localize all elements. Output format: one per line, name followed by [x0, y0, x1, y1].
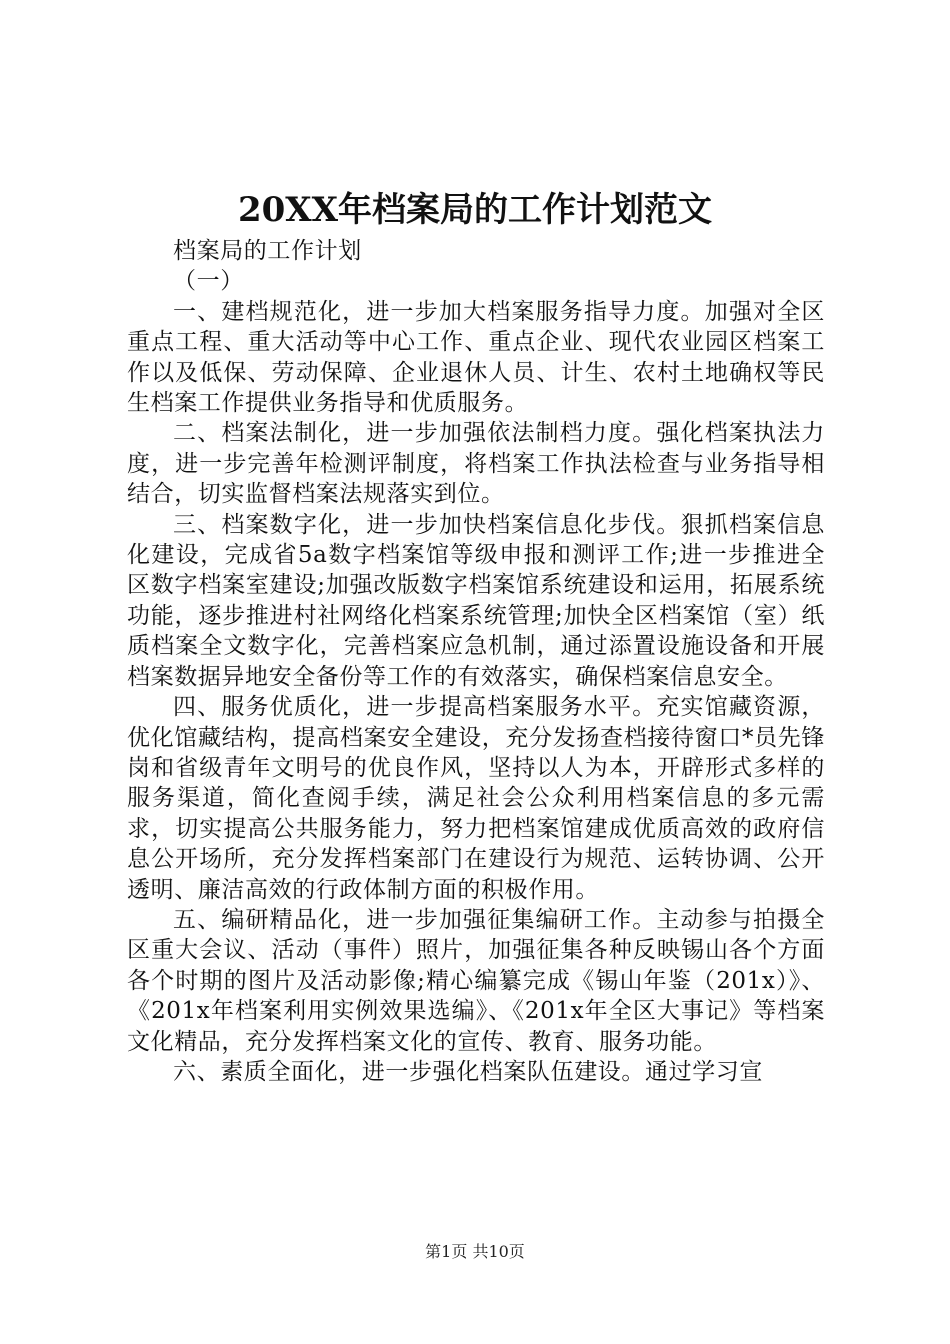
- paragraph: 六、素质全面化，进一步强化档案队伍建设。通过学习宣: [173, 1058, 763, 1085]
- document-subtitle: 档案局的工作计划: [173, 238, 362, 264]
- paragraph: 二、档案法制化，进一步加强依法制档力度。强化档案执法力度，进一步完善年检测评制度，将档案工作执法检查与业务指导相结合，切实监督档案法规落实到位。: [127, 420, 825, 508]
- paragraph: 四、服务优质化，进一步提高档案服务水平。充实馆藏资源，优化馆藏结构，提高档案安全建设，充分发扬查档接待窗口*员先锋岗和省级青年文明号的优良作风，坚持以人为本，开辟形式多样的服务渠道，简化查阅手续，满足社会公众利用档案信息的多元需求，切实提高公共服务能力，努力把档案馆建成优质高效的政府信息公开场所，充分发挥档案部门在建设行为规范、运转协调、公开透明、廉洁高效的行政体制方面的积极作用。: [127, 694, 825, 903]
- paragraph: 三、档案数字化，进一步加快档案信息化步伐。狠抓档案信息化建设，完成省5a数字档案馆等级申报和测评工作;进一步推进全区数字档案室建设;加强改版数字档案馆系统建设和运用，拓展系统功能，逐步推进村社网络化档案系统管理;加快全区档案馆（室）纸质档案全文数字化，完善档案应急机制，通过添置设施设备和开展档案数据异地安全备份等工作的有效落实，确保档案信息安全。: [127, 511, 825, 690]
- document-title: 20XX年档案局的工作计划范文: [237, 190, 713, 230]
- section-marker: （一）: [173, 268, 244, 295]
- document-body: [127, 236, 825, 1087]
- paragraph: 一、建档规范化，进一步加大档案服务指导力度。加强对全区重点工程、重大活动等中心工作、重点企业、现代农业园区档案工作以及低保、劳动保障、企业退休人员、计生、农村土地确权等民生档案工作提供业务指导和优质服务。: [127, 298, 825, 417]
- paragraph: 五、编研精品化，进一步加强征集编研工作。主动参与拍摄全区重大会议、活动（事件）照片，加强征集各种反映锡山各个方面各个时期的图片及活动影像;精心编纂完成《锡山年鉴（201x）》、《201x年档案利用实例效果选编》、《201x年全区大事记》等档案文化精品，充分发挥档案文化的宣传、教育、服务功能。: [127, 906, 825, 1055]
- page-footer: 第1页 共10页: [425, 1242, 525, 1261]
